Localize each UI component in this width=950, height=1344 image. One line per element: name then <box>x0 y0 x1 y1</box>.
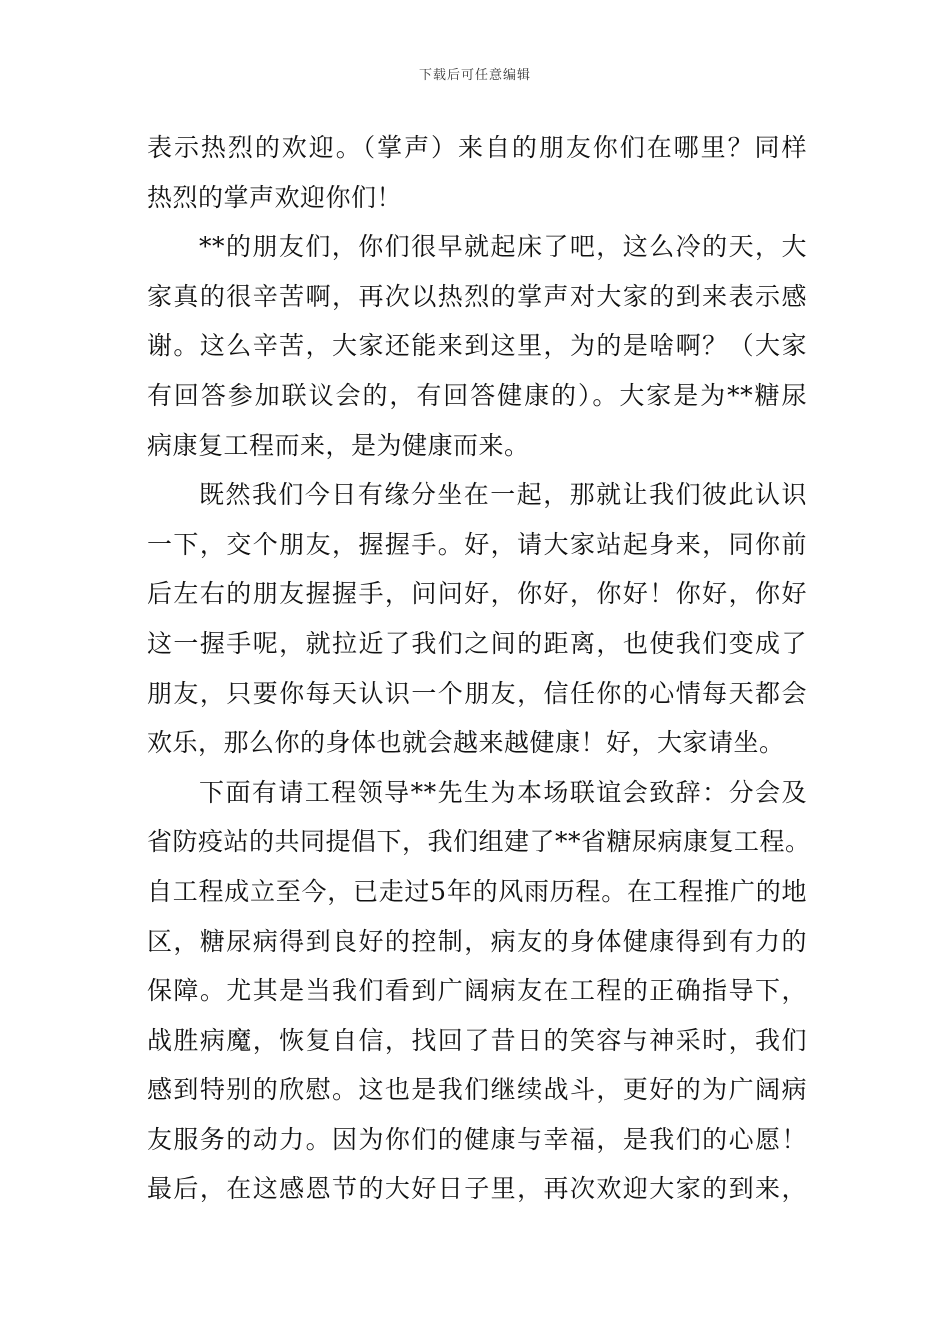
text-line-8: 既然我们今日有缘分坐在一起，那就让我们彼此认识 <box>199 480 807 510</box>
text-line-2: 热烈的掌声欢迎你们！ <box>147 182 403 212</box>
text-line-3: **的朋友们，你们很早就起床了吧，这么冷的天，大 <box>199 232 807 262</box>
text-line-10: 后左右的朋友握握手，问问好，你好，你好！你好，你好 <box>147 579 807 609</box>
text-line-17: 区，糖尿病得到良好的控制，病友的身体健康得到有力的 <box>147 926 807 956</box>
text-line-16: 自工程成立至今，已走过5年的风雨历程。在工程推广的地 <box>147 876 807 906</box>
text-line-6: 有回答参加联议会的，有回答健康的）。大家是为**糖尿 <box>147 380 807 410</box>
text-line-7: 病康复工程而来，是为健康而来。 <box>147 430 530 460</box>
document-body <box>147 123 811 1214</box>
text-line-1: 表示热烈的欢迎。（掌声）来自的朋友你们在哪里？同样 <box>147 133 807 162</box>
text-line-22: 最后，在这感恩节的大好日子里，再次欢迎大家的到来， <box>147 1174 807 1204</box>
text-line-14: 下面有请工程领导**先生为本场联谊会致辞：分会及 <box>199 777 807 807</box>
text-line-19: 战胜病魔，恢复自信，找回了昔日的笑容与神采时，我们 <box>147 1025 807 1055</box>
text-line-9: 一下，交个朋友，握握手。好，请大家站起身来，同你前 <box>147 529 807 559</box>
page-header: 下载后可任意编辑 <box>418 68 531 83</box>
text-line-5: 谢。这么辛苦，大家还能来到这里，为的是啥啊？（大家 <box>147 331 807 361</box>
text-line-18: 保障。尤其是当我们看到广阔病友在工程的正确指导下， <box>147 976 807 1006</box>
text-line-12: 朋友，只要你每天认识一个朋友，信任你的心情每天都会 <box>147 678 807 708</box>
text-line-20: 感到特别的欣慰。这也是我们继续战斗，更好的为广阔病 <box>147 1075 807 1105</box>
text-line-13: 欢乐，那么你的身体也就会越来越健康！好，大家请坐。 <box>147 728 785 758</box>
text-line-11: 这一握手呢，就拉近了我们之间的距离，也使我们变成了 <box>147 628 807 658</box>
text-line-4: 家真的很辛苦啊，再次以热烈的掌声对大家的到来表示感 <box>147 281 807 311</box>
text-line-15: 省防疫站的共同提倡下，我们组建了**省糖尿病康复工程。 <box>147 827 811 857</box>
text-line-21: 友服务的动力。因为你们的健康与幸福，是我们的心愿！ <box>147 1124 807 1154</box>
